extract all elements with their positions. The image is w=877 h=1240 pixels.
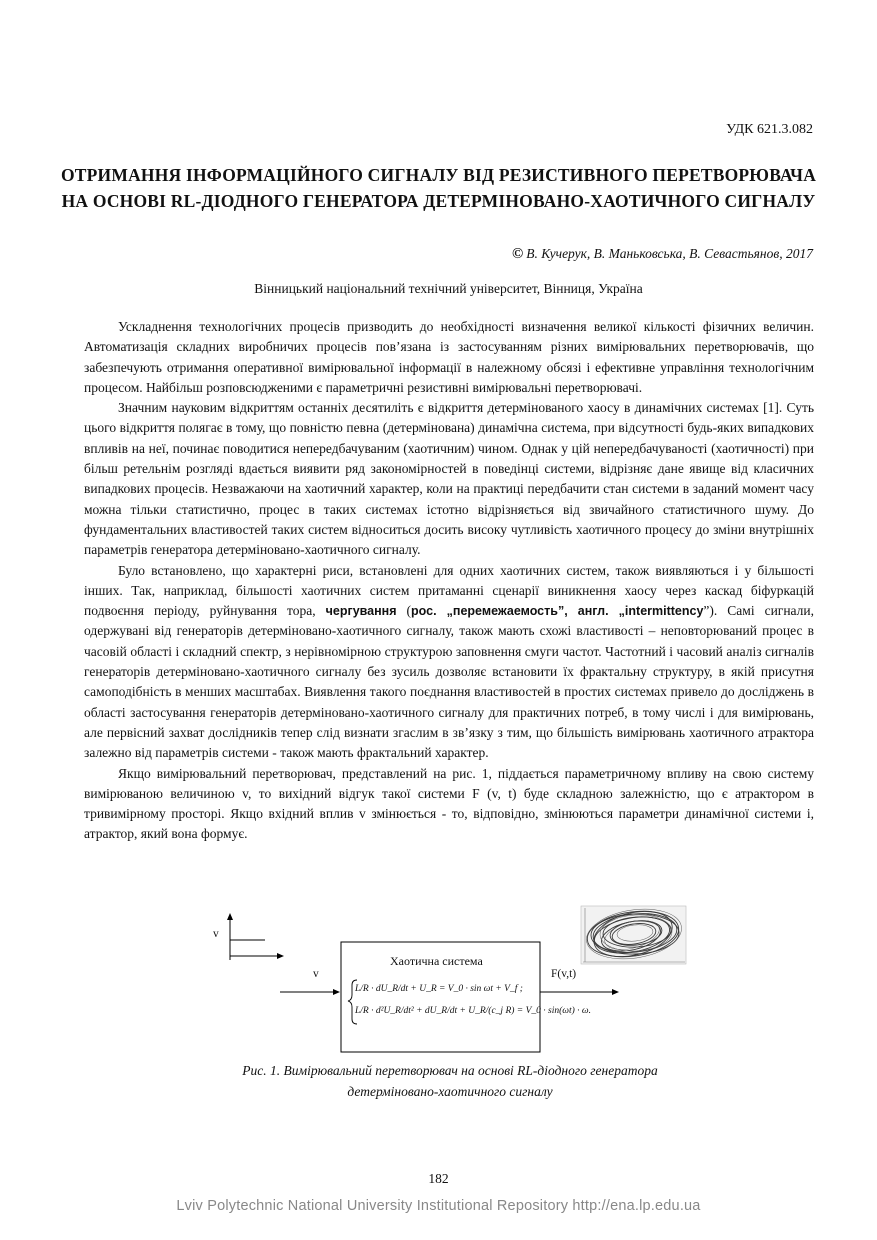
output-arrowhead [612,989,619,995]
figure-1 [205,900,695,1060]
figure-caption [200,1061,700,1102]
paragraph-3-text-d: ”). Самі сигнали, одержувані від генераторів детерміновано-хаотичного сигналу, також мають схожі властивості – неповторюваний процес в часовій області і складний спектр, з нерівномірною структурою заповнення смуги частот. Частотний і часовий аналіз сигналів генераторів детерміновано-хаотичного сигналу без зусиль дозволяє встановити їх фрактальну структуру, в якій присутня самоподібність в менших масштабах. Виявлення такого поєднання властивостей в простих системах привело до досліджень в області застосування генераторів детерміновано-хаотичного сигналу для практичних потреб, в тому числі і для вимірювань, але первісний захват дослідників тепер слід визнати згаслим в зв’язку з тим, що більшість вимірювань хаотичного атрактора залежно від параметрів системи - також мають фрактальний характер. [84,603,815,761]
paragraph-3-text-c: ( [396,603,412,619]
paragraph-3 [84,561,814,764]
system-box-title: Хаотична система [390,954,483,968]
output-label: F(v,t) [551,968,577,980]
equation-2: L/R · d²U_R/dt² + dU_R/dt + U_R/(c_j R) = V_0 · sin(ωt) · ω. [355,1006,591,1016]
paragraph-3-bold-translation: рос. „перемежаемость”, англ. „intermittency [411,604,704,619]
copyright-icon: © [512,246,524,262]
page-number: 182 [428,1171,449,1186]
author-names: В. Кучерук, В. Маньковська, В. Севастьянов, 2017 [526,246,813,261]
input-axis-label: v [213,928,219,940]
caption-line-1: Рис. 1. Вимірювальний перетворювач на основі RL-діодного генератора [242,1063,658,1078]
input-arrow-label: v [313,968,319,980]
input-axis-arrowhead-up [227,913,233,920]
authors-line [512,246,813,263]
paragraph-2: Значним науковим відкриттям останніх десятиліть є відкриття детермінованого хаосу в динамічних системах [1]. Суть цього відкриття полягає в тому, що повністю певна (детермінована) динамічна система, при відсутності будь-яких випадкових впливів на неї, починає поводитися непередбачуваним (хаотичним) чином. Однак у цій непередбачуваності (хаотичності) при більш ретельнім розгляді вдається виявити ряд закономірностей в поведінці системи, відрізняє дане явище від класичних випадкових процесів. Незважаючи на хаотичний характер, коли на практиці передбачити стан системи в заданий момент часу можна тільки статистично, процес в таких системах істотно відрізняється від звичайного статистичного шуму. До фундаментальних властивостей таких систем відноситься досить високу чутливість хаотичного процесу до зміни внутрішніх параметрів генератора детерміновано-хаотичного сигналу. [84,400,814,558]
paragraph-3-bold-term: чергування [325,604,397,619]
affiliation: Вінницький національний технічний університет, Вінниця, Україна [254,281,643,296]
input-arrowhead [333,989,340,995]
article-body [84,317,814,845]
input-axis-arrowhead-right [277,953,284,959]
udc-code: УДК 621.3.082 [726,122,813,137]
paragraph-1: Ускладнення технологічних процесів призводить до необхідності визначення великої кількості фізичних величин. Автоматизація складних виробничих процесів пов’язана із застосуванням різних вимірювальних перетворювачів, що забезпечують отримання оперативної вимірювальної інформації в належному обсязі і ефективне управління технологічним процесом. Найбільш розповсюдженими є параметричні резистивні вимірювальні перетворювачі. [84,319,814,395]
system-equations [355,978,591,1022]
article-title: ОТРИМАННЯ ІНФОРМАЦІЙНОГО СИГНАЛУ ВІД РЕЗИСТИВНОГО ПЕРЕТВОРЮВАЧА НА ОСНОВІ RL-ДІОДНОГО ГЕНЕРАТОРА ДЕТЕРМІНОВАНО-ХАОТИЧНОГО СИГНАЛУ [60,165,817,211]
caption-line-2: детерміновано-хаотичного сигналу [347,1083,553,1099]
attractor-image [581,903,686,965]
paragraph-3-text-a: Було встановлено, що характерні риси, встановлені для одних хаотичних систем, також виявляються і у більшості інших. Так, наприклад, більшості хаотичних систем притаманні сценарії виникнення хаосу через каскад біфуркацій подвоєння періоду, руйнування тора, [84,562,814,619]
equation-1: L/R · dU_R/dt + U_R = V_0 · sin ωt + V_f ; [355,984,523,994]
paragraph-4: Якщо вимірювальний перетворювач, представлений на рис. 1, піддається параметричному впливу на свою систему вимірюваною величиною v, то вихідний відгук такої системи F (v, t) буде складною залежністю, що є атрактором в тривимірному просторі. Якщо вхідний вплив v змінюється - то, відповідно, змінюються параметри динамічної системи і, атрактор, який вона формує. [84,765,814,842]
repository-footer: Lviv Polytechnic National University Institutional Repository http://ena.lp.edu.ua [176,1198,701,1214]
